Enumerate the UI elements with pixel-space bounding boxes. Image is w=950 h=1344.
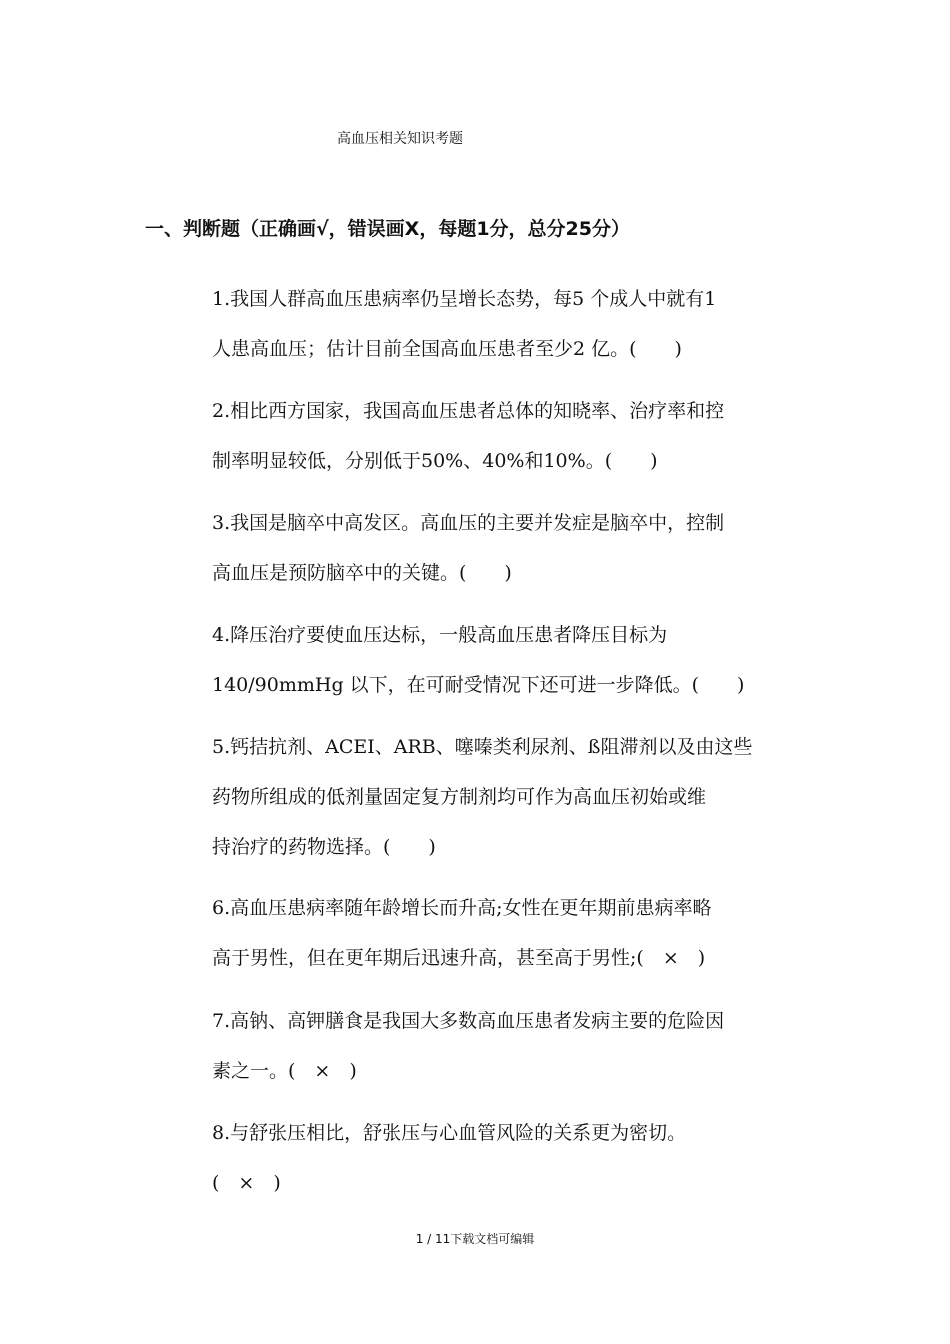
- question-5: [212, 722, 822, 872]
- question-line: 140/90mmHg 以下，在可耐受情况下还可进一步降低。( ): [212, 674, 745, 696]
- page-footer: 1 / 11下载文档可编辑: [415, 1232, 535, 1246]
- question-line: 制率明显较低，分别低于50%、40%和10%。( ): [212, 450, 658, 472]
- question-line: 素之一。( × ): [212, 1060, 357, 1082]
- question-line: 药物所组成的低剂量固定复方制剂均可作为高血压初始或维: [212, 786, 707, 808]
- question-8: [212, 1108, 822, 1208]
- section-heading: 一、判断题（正确画√，错误画X，每题1分，总分25分）: [145, 218, 630, 240]
- question-line: 人患高血压；估计目前全国高血压患者至少2 亿。( ): [212, 338, 682, 360]
- question-line: 7.高钠、高钾膳食是我国大多数高血压患者发病主要的危险因: [212, 1010, 725, 1032]
- question-2: [212, 386, 822, 486]
- question-line: 5.钙拮抗剂、ACEI、ARB、噻嗪类利尿剂、ß阻滞剂以及由这些: [212, 736, 753, 758]
- question-7: [212, 996, 822, 1096]
- question-line: 高于男性，但在更年期后迅速升高，甚至高于男性;( × ): [212, 947, 706, 969]
- question-line: 高血压是预防脑卒中的关键。( ): [212, 562, 512, 584]
- question-line: 1.我国人群高血压患病率仍呈增长态势，每5 个成人中就有1: [212, 288, 717, 310]
- question-line: 2.相比西方国家，我国高血压患者总体的知晓率、治疗率和控: [212, 400, 725, 422]
- question-line: 6.高血压患病率随年龄增长而升高;女性在更年期前患病率略: [212, 897, 712, 919]
- question-line: 持治疗的药物选择。( ): [212, 836, 436, 858]
- question-6: [212, 883, 822, 983]
- document-title: 高血压相关知识考题: [337, 131, 463, 147]
- question-4: [212, 610, 822, 710]
- question-1: [212, 274, 822, 374]
- question-3: [212, 498, 822, 598]
- question-line: 4.降压治疗要使血压达标，一般高血压患者降压目标为: [212, 624, 668, 646]
- question-line: 3.我国是脑卒中高发区。高血压的主要并发症是脑卒中，控制: [212, 512, 725, 534]
- question-line: ( × ): [212, 1172, 281, 1194]
- question-line: 8.与舒张压相比，舒张压与心血管风险的关系更为密切。: [212, 1122, 687, 1144]
